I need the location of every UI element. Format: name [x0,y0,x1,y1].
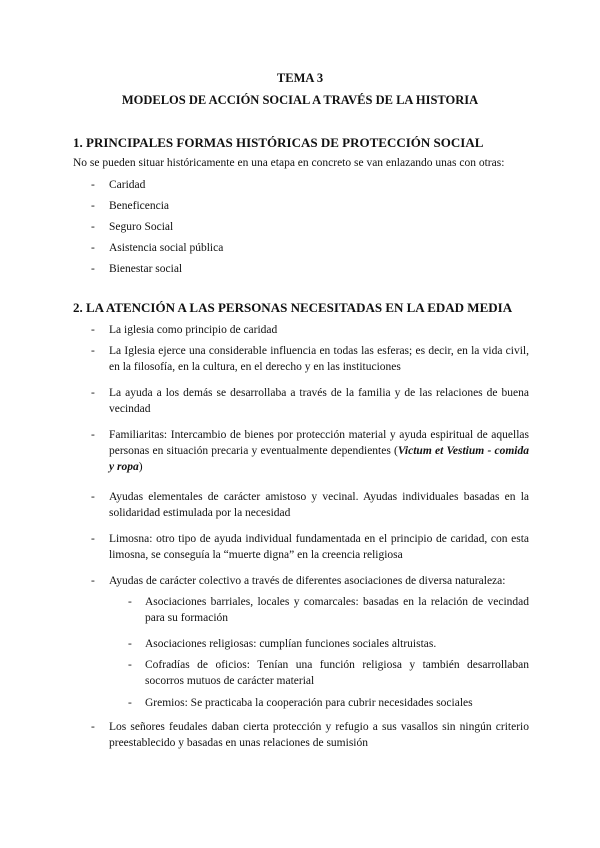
list-item-text: Asistencia social pública [109,242,224,254]
sub-list-item-text: Cofradías de oficios: Tenían una función religiosa y también desarrollaban socorros mutuos de carácter material [145,659,529,687]
sub-list-item-text: Gremios: Se practicaba la cooperación para cubrir necesidades sociales [145,697,473,709]
list-dash: - [91,179,95,191]
list-item-text [109,427,529,475]
list-item-text: La Iglesia ejerce una considerable influencia en todas las esferas; es decir, en la vida civil, en la filosofía, en la cultura, en el derecho y en las instituciones [109,345,529,373]
list-item-text: Ayudas de carácter colectivo a través de diferentes asociaciones de diversa naturaleza: [109,575,506,587]
section1-heading: 1. PRINCIPALES FORMAS HISTÓRICAS DE PROTECCIÓN SOCIAL [73,135,484,150]
list-dash: - [91,429,95,441]
list-item-text: Los señores feudales daban cierta protección y refugio a sus vasallos sin ningún criterio preestablecido y basadas en unas relaciones de sumisión [109,721,529,749]
list-dash: - [128,659,132,671]
list-dash: - [128,638,132,650]
list-dash: - [91,575,95,587]
sub-list-item-text: Asociaciones barriales, locales y comarcales: basadas en la relación de vecindad para su formación [145,596,529,624]
familiaritas-italic: Victum et Vestium - comida y ropa [109,445,530,473]
list-dash: - [91,387,95,399]
list-item-text: Ayudas elementales de carácter amistoso y vecinal. Ayudas individuales basadas en la solidaridad estimulada por la necesidad [109,491,529,519]
list-dash: - [128,697,132,709]
section1-intro: No se pueden situar históricamente en una etapa en concreto se van enlazando unas con otras: [73,157,505,169]
list-dash: - [91,324,95,336]
familiaritas-close: ) [138,461,143,473]
list-item-text: Bienestar social [109,263,183,275]
list-dash: - [91,200,95,212]
tema-subtitle: MODELOS DE ACCIÓN SOCIAL A TRAVÉS DE LA HISTORIA [121,93,479,107]
list-item-text: La ayuda a los demás se desarrollaba a través de la familia y de las relaciones de buena vecindad [109,387,529,415]
list-item-text: Limosna: otro tipo de ayuda individual fundamentada en el principio de caridad, con esta limosna, se conseguía la “muerte digna” en la creencia religiosa [109,533,529,561]
list-dash: - [91,721,95,733]
list-item-text: La iglesia como principio de caridad [109,324,278,336]
list-dash: - [91,242,95,254]
list-item-text: Beneficencia [109,200,170,212]
sub-list-item-text: Asociaciones religiosas: cumplían funciones sociales altruistas. [145,638,437,650]
list-dash: - [91,491,95,503]
section2-heading: 2. LA ATENCIÓN A LAS PERSONAS NECESITADAS EN LA EDAD MEDIA [73,300,513,315]
list-item-text: Seguro Social [109,221,174,233]
familiaritas-text: Familiaritas: Intercambio de bienes por protección material y ayuda espiritual de aquellas personas en situación precaria y eventualmente dependientes ( [109,429,529,457]
list-dash: - [91,345,95,357]
list-dash: - [128,596,132,608]
list-dash: - [91,533,95,545]
tema-title: TEMA 3 [276,71,324,85]
list-item-text: Caridad [109,179,146,191]
list-dash: - [91,263,95,275]
list-dash: - [91,221,95,233]
